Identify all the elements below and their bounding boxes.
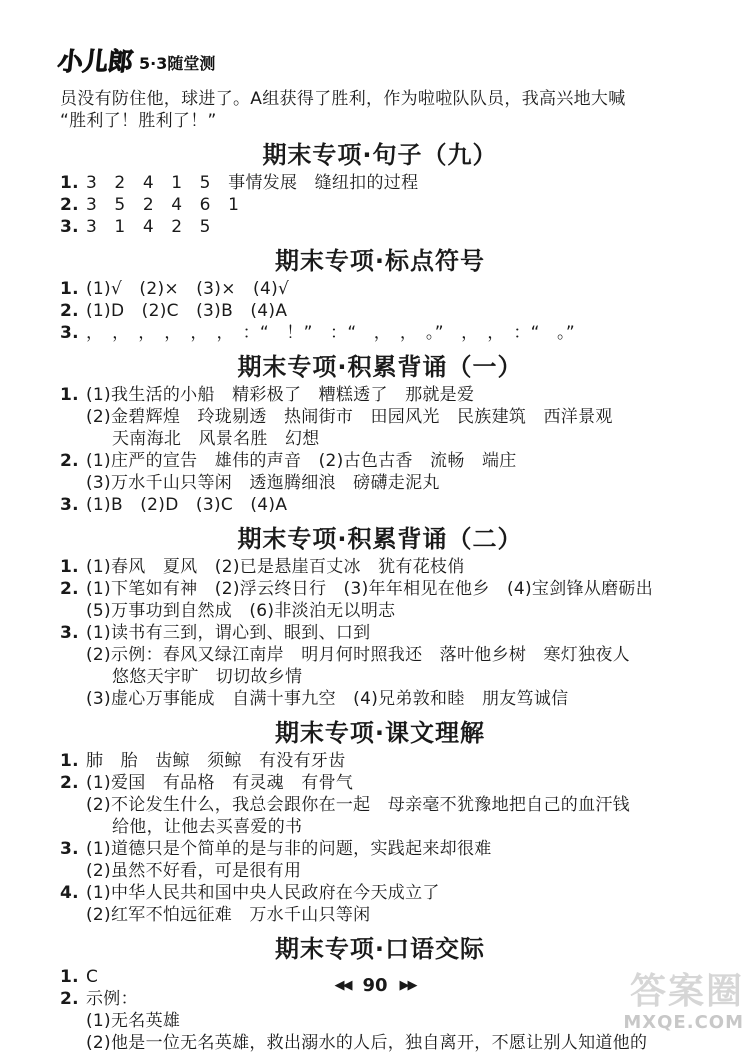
item-number <box>60 1010 86 1032</box>
section-title: 期末专项·句子（九） <box>262 141 498 169</box>
item-number: 2. <box>60 989 79 1009</box>
item-number <box>60 666 86 688</box>
answer-text: (1)D (2)C (3)B (4)A <box>86 301 288 321</box>
section-title: 期末专项·积累背诵（一） <box>237 353 523 381</box>
answer-text: (2)不论发生什么，我总会跟你在一起 母亲毫不犹豫地把自己的血汗钱 <box>86 795 630 815</box>
item-number: 1. <box>60 557 79 577</box>
item-number: 1. <box>60 279 79 299</box>
answer-line <box>60 556 700 578</box>
answer-line <box>60 794 700 816</box>
page-number: 90 <box>362 974 388 996</box>
answer-text: (1)B (2)D (3)C (4)A <box>86 495 288 515</box>
section-title: 期末专项·积累背诵（二） <box>237 525 523 553</box>
answer-line <box>60 600 700 622</box>
item-number <box>60 600 86 622</box>
answer-text: (2)红军不怕远征难 万水千山只等闲 <box>86 905 371 925</box>
answer-line <box>60 816 700 838</box>
item-number: 1. <box>60 173 79 193</box>
answer-line <box>60 450 700 472</box>
answer-text: (2)虽然不好看，可是很有用 <box>86 861 302 881</box>
answer-text: (1)无名英雄 <box>86 1011 181 1031</box>
answer-text: (1)道德只是个简单的是与非的问题，实践起来却很难 <box>86 839 492 859</box>
answer-line <box>60 688 700 710</box>
intro-line: “胜利了！胜利了！” <box>60 111 217 131</box>
item-number <box>60 904 86 926</box>
answer-line <box>60 278 700 300</box>
watermark <box>604 972 744 1044</box>
answer-text: 悠悠天宇旷 切切故乡情 <box>112 667 303 687</box>
item-number <box>60 428 86 450</box>
answer-content <box>60 88 700 1054</box>
page-header <box>58 40 215 80</box>
answer-text: (1)庄严的宣告 雄伟的声音 (2)古色古香 流畅 端庄 <box>86 451 517 471</box>
answer-text: (2)示例：春风又绿江南岸 明月何时照我还 落叶他乡树 寒灯独夜人 <box>86 645 630 665</box>
answer-text: ， ， ， ， ， ， ：“ ！” ：“ ， ， 。” ， ， ：“ 。” <box>86 323 575 343</box>
answer-line <box>60 322 700 344</box>
item-number: 3. <box>60 323 79 343</box>
item-number: 2. <box>60 773 79 793</box>
item-number: 1. <box>60 751 79 771</box>
answer-text: (1)读书有三到，谓心到、眼到、口到 <box>86 623 371 643</box>
series-name: 5·3随堂测 <box>139 53 216 73</box>
answer-line <box>60 216 700 238</box>
answer-line <box>60 300 700 322</box>
answer-line <box>60 772 700 794</box>
item-number <box>60 472 86 494</box>
watermark-logo: 答案圈 <box>629 971 744 1012</box>
sections-container <box>60 136 700 1054</box>
answer-text: (2)金碧辉煌 玲珑剔透 热闹街市 田园风光 民族建筑 西洋景观 <box>86 407 613 427</box>
item-number: 3. <box>60 839 79 859</box>
item-number <box>60 406 86 428</box>
item-number: 1. <box>60 967 79 987</box>
brand-logo: 小儿郎 <box>56 47 135 76</box>
answer-line <box>60 904 700 926</box>
item-number: 3. <box>60 217 79 237</box>
answer-line <box>60 494 700 516</box>
answer-line <box>60 882 700 904</box>
answer-line <box>60 172 700 194</box>
answer-line <box>60 472 700 494</box>
answer-line <box>60 860 700 882</box>
prev-arrows-icon: ◀◀ <box>334 977 351 993</box>
answer-text: (1)√ (2)× (3)× (4)√ <box>86 279 290 299</box>
item-number: 1. <box>60 385 79 405</box>
next-arrows-icon: ▶▶ <box>399 977 416 993</box>
item-number: 3. <box>60 495 79 515</box>
answer-line <box>60 666 700 688</box>
item-number: 2. <box>60 301 79 321</box>
item-number <box>60 688 86 710</box>
answer-line <box>60 622 700 644</box>
answer-text: 肺 胎 齿鲸 须鲸 有没有牙齿 <box>86 751 346 771</box>
answer-line <box>60 428 700 450</box>
watermark-url: MXQE.COM <box>623 1012 744 1033</box>
answer-text: (1)下笔如有神 (2)浮云终日行 (3)年年相见在他乡 (4)宝剑锋从磨砺出 <box>86 579 654 599</box>
answer-text: 给他，让他去买喜爱的书 <box>112 817 303 837</box>
intro-line: 员没有防住他，球进了。A组获得了胜利，作为啦啦队队员，我高兴地大喊 <box>60 89 626 109</box>
answer-text: (1)中华人民共和国中央人民政府在今天成立了 <box>86 883 440 903</box>
item-number <box>60 816 86 838</box>
answer-line <box>60 644 700 666</box>
answer-text: 天南海北 风景名胜 幻想 <box>112 429 320 449</box>
section-title: 期末专项·标点符号 <box>274 247 486 275</box>
answer-text: (1)爱国 有品格 有灵魂 有骨气 <box>86 773 354 793</box>
answer-text: 3 1 4 2 5 <box>86 217 211 237</box>
item-number <box>60 794 86 816</box>
answer-text: (1)春风 夏风 (2)已是悬崖百丈冰 犹有花枝俏 <box>86 557 465 577</box>
answer-line <box>60 750 700 772</box>
item-number: 2. <box>60 195 79 215</box>
answer-text: 3 2 4 1 5 事情发展 缝纽扣的过程 <box>86 173 419 193</box>
answer-text: 3 5 2 4 6 1 <box>86 195 240 215</box>
answer-line <box>60 578 700 600</box>
item-number: 4. <box>60 883 79 903</box>
item-number: 3. <box>60 623 79 643</box>
answer-text: (1)我生活的小船 精彩极了 糟糕透了 那就是爱 <box>86 385 475 405</box>
section-title: 期末专项·口语交际 <box>274 935 486 963</box>
answer-line <box>60 194 700 216</box>
answer-text: (3)虚心万事能成 自满十事九空 (4)兄弟敦和睦 朋友笃诚信 <box>86 689 569 709</box>
answer-text: 示例： <box>86 989 138 1009</box>
item-number <box>60 860 86 882</box>
item-number <box>60 644 86 666</box>
section-title: 期末专项·课文理解 <box>274 719 486 747</box>
answer-text: C <box>86 967 99 987</box>
item-number: 2. <box>60 579 79 599</box>
answer-text: (3)万水千山只等闲 透迤腾细浪 磅礴走泥丸 <box>86 473 440 493</box>
answer-line <box>60 838 700 860</box>
answer-line <box>60 406 700 428</box>
answer-text: (2)他是一位无名英雄，救出溺水的人后，独自离开，不愿让别人知道他的 <box>86 1033 648 1053</box>
answer-text: (5)万事功到自然成 (6)非淡泊无以明志 <box>86 601 396 621</box>
item-number: 2. <box>60 451 79 471</box>
item-number <box>60 1032 86 1054</box>
answer-line <box>60 384 700 406</box>
